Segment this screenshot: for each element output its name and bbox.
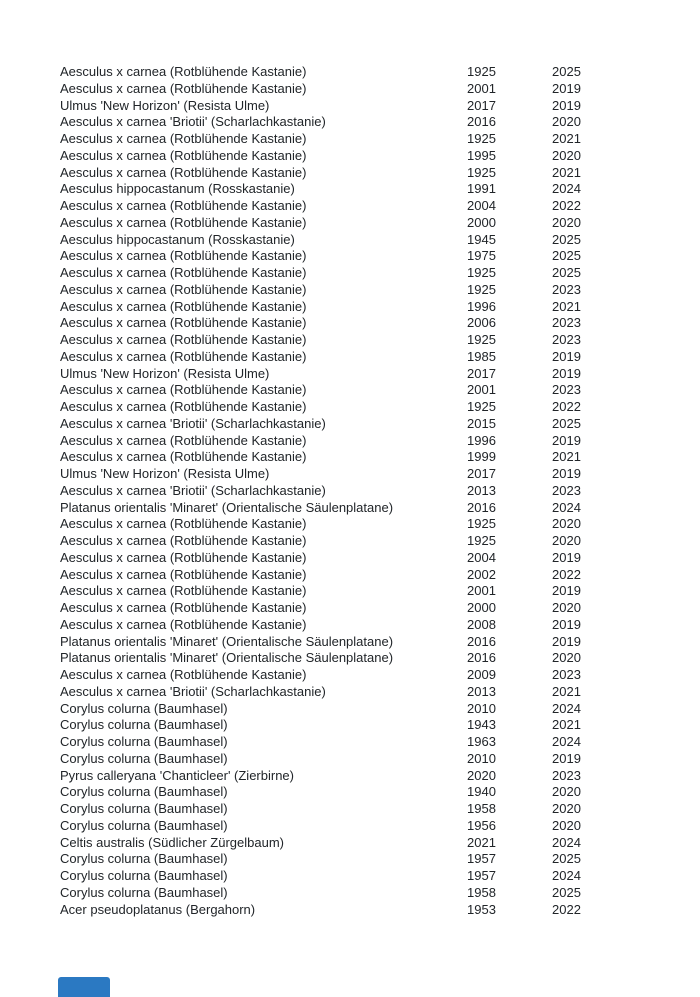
species-cell: Aesculus x carnea (Rotblühende Kastanie)	[60, 281, 307, 297]
table-row	[60, 801, 650, 818]
species-cell: Aesculus x carnea (Rotblühende Kastanie)	[60, 147, 307, 163]
year1-cell: 1925	[467, 533, 496, 548]
species-cell: Corylus colurna (Baumhasel)	[60, 717, 228, 733]
year2-cell: 2022	[552, 198, 581, 213]
year1-cell: 1963	[467, 734, 496, 749]
species-cell: Ulmus 'New Horizon' (Resista Ulme)	[60, 97, 270, 113]
year2-cell: 2021	[552, 298, 581, 314]
species-cell: Aesculus x carnea (Rotblühende Kastanie)	[60, 399, 307, 414]
year1-cell: 2001	[467, 382, 496, 398]
year2-cell: 2025	[552, 231, 581, 247]
year2-cell: 2024	[552, 181, 581, 197]
year2-cell: 2019	[552, 348, 581, 364]
table-row	[60, 366, 650, 383]
table-row	[60, 500, 650, 517]
species-cell: Aesculus x carnea (Rotblühende Kastanie)	[60, 382, 307, 398]
table-row	[60, 248, 650, 265]
species-cell: Celtis australis (Südlicher Zürgelbaum)	[60, 834, 284, 850]
year1-cell: 1925	[467, 399, 496, 414]
year2-cell: 2019	[552, 80, 581, 96]
year2-cell: 2024	[552, 499, 581, 515]
species-cell: Aesculus x carnea (Rotblühende Kastanie)	[60, 516, 307, 532]
year1-cell: 2008	[467, 616, 496, 632]
table-row	[60, 433, 650, 450]
year2-cell: 2025	[552, 851, 581, 867]
table-row	[60, 299, 650, 316]
year2-cell: 2020	[552, 147, 581, 163]
year2-cell: 2020	[552, 214, 581, 230]
species-cell: Aesculus x carnea (Rotblühende Kastanie)	[60, 432, 307, 448]
year2-cell: 2023	[552, 315, 581, 331]
year1-cell: 2004	[467, 198, 496, 213]
year2-cell: 2019	[552, 365, 581, 381]
year1-cell: 1925	[467, 281, 496, 297]
table-row	[60, 131, 650, 148]
table-row	[60, 399, 650, 416]
year2-cell: 2020	[552, 801, 581, 816]
table-row	[60, 332, 650, 349]
table-row	[60, 382, 650, 399]
year2-cell: 2025	[552, 64, 581, 79]
year1-cell: 2016	[467, 499, 496, 515]
year1-cell: 1956	[467, 817, 496, 833]
year2-cell: 2021	[552, 683, 581, 699]
species-cell: Platanus orientalis 'Minaret' (Orientalische Säulenplatane)	[60, 650, 394, 666]
table-row	[60, 768, 650, 785]
year2-cell: 2019	[552, 750, 581, 766]
year1-cell: 2021	[467, 834, 496, 850]
species-cell: Acer pseudoplatanus (Bergahorn)	[60, 901, 256, 917]
year2-cell: 2023	[552, 332, 581, 347]
species-cell: Aesculus x carnea (Rotblühende Kastanie)	[60, 533, 307, 548]
year2-cell: 2020	[552, 817, 581, 833]
species-cell: Aesculus hippocastanum (Rosskastanie)	[60, 181, 295, 197]
table-row	[60, 902, 650, 919]
table-row	[60, 600, 650, 617]
table-row	[60, 734, 650, 751]
year1-cell: 1996	[467, 298, 496, 314]
table-row	[60, 784, 650, 801]
year1-cell: 1958	[467, 884, 496, 900]
table-row	[60, 315, 650, 332]
table-row	[60, 265, 650, 282]
table-row	[60, 567, 650, 584]
year2-cell: 2021	[552, 449, 581, 465]
species-cell: Aesculus x carnea (Rotblühende Kastanie)	[60, 131, 307, 146]
table-row	[60, 583, 650, 600]
year1-cell: 1953	[467, 901, 496, 917]
species-cell: Ulmus 'New Horizon' (Resista Ulme)	[60, 365, 270, 381]
species-cell: Corylus colurna (Baumhasel)	[60, 750, 228, 766]
year2-cell: 2020	[552, 600, 581, 615]
table-row	[60, 81, 650, 98]
table-row	[60, 550, 650, 567]
table-row	[60, 165, 650, 182]
species-cell: Corylus colurna (Baumhasel)	[60, 851, 228, 867]
year2-cell: 2020	[552, 533, 581, 548]
year2-cell: 2022	[552, 399, 581, 414]
species-cell: Aesculus x carnea (Rotblühende Kastanie)	[60, 164, 307, 180]
year1-cell: 2013	[467, 482, 496, 498]
year2-cell: 2024	[552, 734, 581, 749]
year1-cell: 1995	[467, 147, 496, 163]
species-cell: Aesculus x carnea (Rotblühende Kastanie)	[60, 332, 307, 347]
table-row	[60, 818, 650, 835]
species-cell: Corylus colurna (Baumhasel)	[60, 801, 228, 816]
year1-cell: 2013	[467, 683, 496, 699]
year2-cell: 2021	[552, 164, 581, 180]
year2-cell: 2024	[552, 834, 581, 850]
year1-cell: 1975	[467, 248, 496, 264]
species-cell: Ulmus 'New Horizon' (Resista Ulme)	[60, 466, 270, 481]
year1-cell: 1925	[467, 64, 496, 79]
species-cell: Aesculus x carnea (Rotblühende Kastanie)	[60, 449, 307, 465]
table-row	[60, 717, 650, 734]
year2-cell: 2022	[552, 566, 581, 582]
table-row	[60, 634, 650, 651]
year1-cell: 1991	[467, 181, 496, 197]
year1-cell: 1925	[467, 332, 496, 347]
year1-cell: 2004	[467, 549, 496, 565]
table-row	[60, 449, 650, 466]
year2-cell: 2019	[552, 466, 581, 481]
species-cell: Aesculus x carnea (Rotblühende Kastanie)	[60, 616, 307, 632]
table-row	[60, 617, 650, 634]
year2-cell: 2020	[552, 516, 581, 532]
year2-cell: 2019	[552, 549, 581, 565]
species-cell: Corylus colurna (Baumhasel)	[60, 817, 228, 833]
species-cell: Aesculus x carnea (Rotblühende Kastanie)	[60, 667, 307, 682]
species-cell: Aesculus x carnea 'Briotii' (Scharlachkastanie)	[60, 683, 326, 699]
table-row	[60, 282, 650, 299]
year2-cell: 2019	[552, 616, 581, 632]
year2-cell: 2025	[552, 248, 581, 264]
species-cell: Corylus colurna (Baumhasel)	[60, 868, 228, 883]
year1-cell: 2009	[467, 667, 496, 682]
year1-cell: 2017	[467, 97, 496, 113]
species-cell: Aesculus x carnea (Rotblühende Kastanie)	[60, 64, 307, 79]
species-cell: Platanus orientalis 'Minaret' (Orientalische Säulenplatane)	[60, 633, 394, 649]
year1-cell: 2017	[467, 365, 496, 381]
year1-cell: 2000	[467, 214, 496, 230]
table-row	[60, 98, 650, 115]
year2-cell: 2024	[552, 868, 581, 883]
year1-cell: 1925	[467, 164, 496, 180]
year1-cell: 2010	[467, 700, 496, 716]
year1-cell: 1940	[467, 784, 496, 800]
table-row	[60, 232, 650, 249]
species-cell: Corylus colurna (Baumhasel)	[60, 884, 228, 900]
species-cell: Aesculus x carnea (Rotblühende Kastanie)	[60, 583, 307, 599]
species-cell: Aesculus x carnea (Rotblühende Kastanie)	[60, 348, 307, 364]
year1-cell: 1985	[467, 348, 496, 364]
table-row	[60, 516, 650, 533]
year1-cell: 2016	[467, 114, 496, 130]
table-row	[60, 198, 650, 215]
table-row	[60, 885, 650, 902]
year1-cell: 1999	[467, 449, 496, 465]
table-row	[60, 114, 650, 131]
year2-cell: 2019	[552, 633, 581, 649]
year1-cell: 2020	[467, 767, 496, 783]
year2-cell: 2025	[552, 265, 581, 280]
species-cell: Aesculus x carnea 'Briotii' (Scharlachkastanie)	[60, 482, 326, 498]
species-cell: Aesculus hippocastanum (Rosskastanie)	[60, 231, 295, 247]
table-row	[60, 650, 650, 667]
table-row	[60, 868, 650, 885]
year2-cell: 2020	[552, 114, 581, 130]
year1-cell: 2000	[467, 600, 496, 615]
year2-cell: 2024	[552, 700, 581, 716]
species-cell: Aesculus x carnea 'Briotii' (Scharlachkastanie)	[60, 114, 326, 130]
table-row	[60, 667, 650, 684]
year1-cell: 1943	[467, 717, 496, 733]
year2-cell: 2021	[552, 717, 581, 733]
table-row	[60, 148, 650, 165]
table-row	[60, 684, 650, 701]
species-cell: Aesculus x carnea (Rotblühende Kastanie)	[60, 566, 307, 582]
year2-cell: 2021	[552, 131, 581, 146]
table-row	[60, 181, 650, 198]
table-row	[60, 349, 650, 366]
species-cell: Aesculus x carnea (Rotblühende Kastanie)	[60, 248, 307, 264]
species-cell: Corylus colurna (Baumhasel)	[60, 784, 228, 800]
year1-cell: 2006	[467, 315, 496, 331]
year1-cell: 1925	[467, 131, 496, 146]
year1-cell: 2017	[467, 466, 496, 481]
year1-cell: 2015	[467, 415, 496, 431]
year1-cell: 1957	[467, 868, 496, 883]
year1-cell: 2001	[467, 80, 496, 96]
species-cell: Aesculus x carnea 'Briotii' (Scharlachkastanie)	[60, 415, 326, 431]
species-cell: Aesculus x carnea (Rotblühende Kastanie)	[60, 265, 307, 280]
table-row	[60, 835, 650, 852]
year2-cell: 2020	[552, 650, 581, 666]
table-row	[60, 751, 650, 768]
species-cell: Pyrus calleryana 'Chanticleer' (Zierbirne)	[60, 767, 294, 783]
year2-cell: 2019	[552, 97, 581, 113]
year1-cell: 2016	[467, 633, 496, 649]
year2-cell: 2025	[552, 884, 581, 900]
year1-cell: 1925	[467, 516, 496, 532]
species-cell: Aesculus x carnea (Rotblühende Kastanie)	[60, 80, 307, 96]
table-row	[60, 466, 650, 483]
year1-cell: 2002	[467, 566, 496, 582]
year2-cell: 2023	[552, 382, 581, 398]
bottom-partial-button[interactable]	[58, 977, 110, 997]
table-row	[60, 701, 650, 718]
table-row	[60, 483, 650, 500]
year2-cell: 2023	[552, 767, 581, 783]
year1-cell: 2016	[467, 650, 496, 666]
year1-cell: 2010	[467, 750, 496, 766]
year1-cell: 2001	[467, 583, 496, 599]
year2-cell: 2020	[552, 784, 581, 800]
year2-cell: 2023	[552, 281, 581, 297]
year1-cell: 1925	[467, 265, 496, 280]
year2-cell: 2023	[552, 667, 581, 682]
species-cell: Aesculus x carnea (Rotblühende Kastanie)	[60, 298, 307, 314]
species-cell: Aesculus x carnea (Rotblühende Kastanie)	[60, 198, 307, 213]
year1-cell: 1945	[467, 231, 496, 247]
table-row	[60, 416, 650, 433]
tree-list	[60, 64, 650, 918]
year2-cell: 2023	[552, 482, 581, 498]
year1-cell: 1958	[467, 801, 496, 816]
table-row	[60, 533, 650, 550]
year2-cell: 2019	[552, 583, 581, 599]
year1-cell: 1957	[467, 851, 496, 867]
table-row	[60, 64, 650, 81]
year2-cell: 2019	[552, 432, 581, 448]
year1-cell: 1996	[467, 432, 496, 448]
species-cell: Platanus orientalis 'Minaret' (Orientalische Säulenplatane)	[60, 499, 394, 515]
year2-cell: 2022	[552, 901, 581, 917]
species-cell: Corylus colurna (Baumhasel)	[60, 700, 228, 716]
species-cell: Aesculus x carnea (Rotblühende Kastanie)	[60, 315, 307, 331]
species-cell: Corylus colurna (Baumhasel)	[60, 734, 228, 749]
table-row	[60, 215, 650, 232]
year2-cell: 2025	[552, 415, 581, 431]
table-row	[60, 851, 650, 868]
species-cell: Aesculus x carnea (Rotblühende Kastanie)	[60, 214, 307, 230]
species-cell: Aesculus x carnea (Rotblühende Kastanie)	[60, 600, 307, 615]
species-cell: Aesculus x carnea (Rotblühende Kastanie)	[60, 549, 307, 565]
